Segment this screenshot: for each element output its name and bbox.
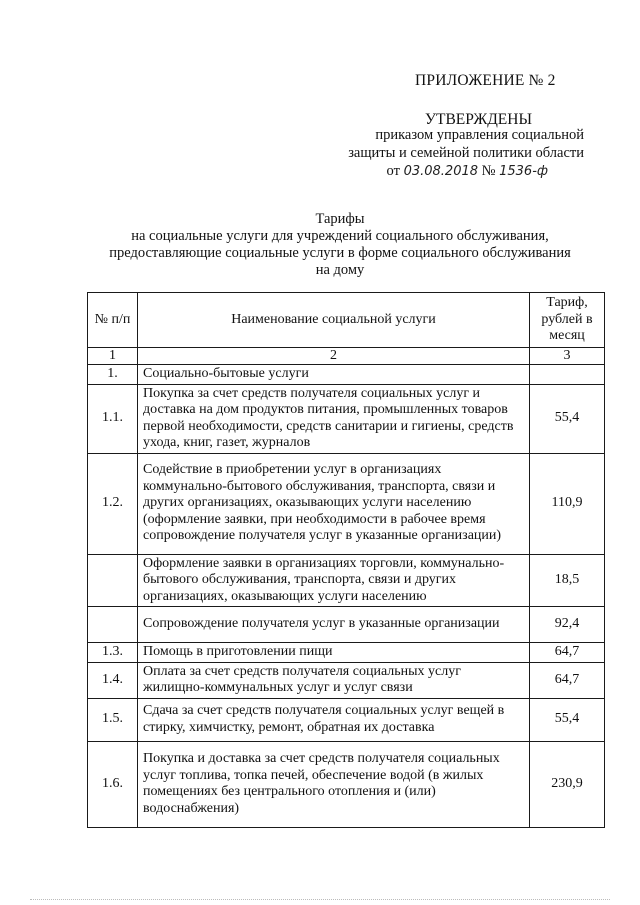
section-row <box>88 365 605 385</box>
table-row <box>88 554 605 607</box>
title-line-2: на социальные услуги для учреждений социального обслуживания, <box>131 228 549 244</box>
row-number-cell: 1.4. <box>88 662 138 698</box>
tariff-cell: 55,4 <box>530 698 605 741</box>
table-row <box>88 607 605 643</box>
header-price: Тариф, рублей в месяц <box>530 293 605 348</box>
tariff-cell: 55,4 <box>530 384 605 453</box>
table-header-row <box>88 293 605 348</box>
index-cell: 1 <box>88 348 138 365</box>
row-number-cell <box>88 607 138 643</box>
service-name-cell: Помощь в приготовлении пищи <box>138 643 530 663</box>
header-name: Наименование социальной услуги <box>138 293 530 348</box>
row-number-cell: 1.2. <box>88 453 138 554</box>
order-line-3 <box>387 163 548 180</box>
table-body <box>88 365 605 828</box>
tariff-cell: 230,9 <box>530 741 605 827</box>
table-row <box>88 698 605 741</box>
service-name-cell: Покупка за счет средств получателя социальных услуг и доставка на дом продуктов питания, промышленных товаров первой необходимости, средств санитарии и гигиены, средств ухода, книг, газет, журналов <box>138 384 530 453</box>
order-line-1: приказом управления социальной <box>375 127 584 143</box>
service-name-cell: Сопровождение получателя услуг в указанные организации <box>138 607 530 643</box>
order-number-label: № <box>481 163 496 179</box>
table-row <box>88 384 605 453</box>
tariff-cell: 64,7 <box>530 643 605 663</box>
row-number-cell: 1.3. <box>88 643 138 663</box>
order-from: от <box>386 163 400 179</box>
service-name-cell: Покупка и доставка за счет средств получателя социальных услуг топлива, топка печей, обеспечение водой (в жилых помещениях без центрального отопления и (или) водоснабжения) <box>138 741 530 827</box>
title-line-1: Тарифы <box>315 211 365 227</box>
appendix-label: ПРИЛОЖЕНИЕ № 2 <box>415 72 556 89</box>
tariff-cell: 18,5 <box>530 554 605 607</box>
tariff-cell: 64,7 <box>530 662 605 698</box>
tariff-cell <box>530 365 605 385</box>
order-date: 03.08.2018 <box>403 164 479 179</box>
row-number-cell: 1.5. <box>88 698 138 741</box>
service-name-cell: Содействие в приобретении услуг в организациях коммунально-бытового обслуживания, транспорта, связи и других организациях, оказывающих услуги населению (оформление заявки, при необходимости в рабочее время сопровождение получателя услуг в указанные организации) <box>138 453 530 554</box>
row-number-cell <box>88 554 138 607</box>
tariffs-table <box>87 292 605 828</box>
table-index-row <box>88 348 605 365</box>
order-number: 1536-ф <box>499 164 548 179</box>
service-name-cell: Оплата за счет средств получателя социальных услуг жилищно-коммунальных услуг и услуг связи <box>138 662 530 698</box>
index-cell: 3 <box>530 348 605 365</box>
scan-edge-line <box>30 897 610 900</box>
table-row <box>88 662 605 698</box>
tariff-cell: 92,4 <box>530 607 605 643</box>
row-number-cell: 1.1. <box>88 384 138 453</box>
document-title <box>80 211 600 279</box>
service-name-cell: Оформление заявки в организациях торговли, коммунально-бытового обслуживания, транспорта, связи и других организациях, оказывающих услуги населению <box>138 554 530 607</box>
index-cell: 2 <box>138 348 530 365</box>
title-line-3: предоставляющие социальные услуги в форме социального обслуживания <box>109 245 571 261</box>
title-line-4: на дому <box>315 262 365 278</box>
header-num: № п/п <box>88 293 138 348</box>
order-line-2: защиты и семейной политики области <box>348 145 584 161</box>
service-name-cell: Социально-бытовые услуги <box>138 365 530 385</box>
row-number-cell: 1. <box>88 365 138 385</box>
row-number-cell: 1.6. <box>88 741 138 827</box>
table-row <box>88 453 605 554</box>
table-row <box>88 741 605 827</box>
table-row <box>88 643 605 663</box>
tariff-cell: 110,9 <box>530 453 605 554</box>
approved-label: УТВЕРЖДЕНЫ <box>425 111 532 128</box>
service-name-cell: Сдача за счет средств получателя социальных услуг вещей в стирку, химчистку, ремонт, обратная их доставка <box>138 698 530 741</box>
